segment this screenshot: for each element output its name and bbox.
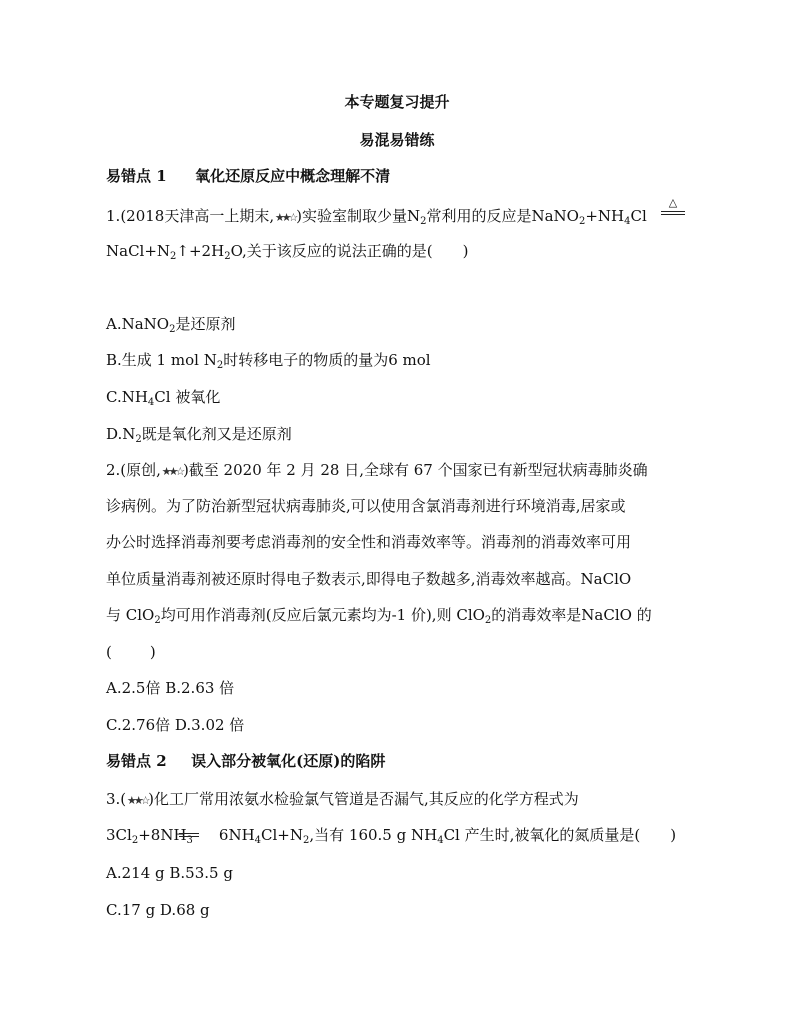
q3-sub: 4 xyxy=(437,835,444,846)
difficulty-star-icon: ★★☆ xyxy=(274,211,296,224)
section1-title: 氧化还原反应中概念理解不清 xyxy=(195,167,391,185)
q2-sub: 2 xyxy=(154,615,161,626)
option-sub: 2 xyxy=(216,360,224,371)
q1-sub: 2 xyxy=(420,216,427,227)
q2-text: 2.(原创, xyxy=(106,461,161,479)
q3-sub: 3 xyxy=(186,835,193,846)
option-sub: 4 xyxy=(147,397,155,408)
q3-sub: 4 xyxy=(254,835,262,846)
difficulty-star-icon: ★★☆ xyxy=(161,465,183,478)
q2-text: 的消毒效率是NaClO 的 xyxy=(491,606,652,624)
option-text: D.N xyxy=(106,425,136,443)
q3-line2 xyxy=(106,825,676,845)
q1-stem: 常利用的反应是NaNO xyxy=(426,207,579,225)
q1-sub: 2 xyxy=(170,251,177,262)
q1-stem: )实验室制取少量N xyxy=(296,207,421,225)
option-text: C.NH xyxy=(106,388,148,406)
q2-line2: 诊病例。为了防治新型冠状病毒肺炎,可以使用含氯消毒剂进行环境消毒,居家或 xyxy=(106,497,626,515)
q1-sub: 2 xyxy=(224,251,231,262)
equation-sign xyxy=(179,833,199,834)
q2-text: 均可用作消毒剂(反应后氯元素均为-1 价),则 ClO xyxy=(160,606,485,624)
q3-text: Cl 产生时,被氧化的氮质量是( xyxy=(443,826,641,844)
q1-stem: +NH xyxy=(585,207,625,225)
q3-text: +8NH xyxy=(138,826,187,844)
q1-option-d xyxy=(106,424,292,444)
option-text: Cl 被氧化 xyxy=(154,388,221,406)
q1-stem: Cl xyxy=(630,207,647,225)
q2-text: ( xyxy=(106,643,112,661)
option-sub: 2 xyxy=(135,434,142,445)
q2-text: )截至 2020 年 2 月 28 日,全球有 67 个国家已有新型冠状病毒肺炎确 xyxy=(182,461,648,479)
q2-line1 xyxy=(106,460,648,482)
option-text: A.NaNO xyxy=(106,315,170,333)
equation-sign xyxy=(661,211,685,212)
page-subtitle: 易混易错练 xyxy=(359,131,435,149)
section2-heading xyxy=(106,751,385,771)
section2-label: 易错点 2 xyxy=(106,752,167,770)
q3-text: 3Cl xyxy=(106,826,132,844)
q1-option-c xyxy=(106,387,220,407)
section2-title: 误入部分被氧化(还原)的陷阱 xyxy=(191,752,386,770)
q1-line1 xyxy=(106,206,647,228)
q2-line4: 单位质量消毒剂被还原时得电子数表示,即得电子数越多,消毒效率越高。NaClO xyxy=(106,570,632,588)
q3-options-row1: A.214 g B.53.5 g xyxy=(106,864,233,882)
q2-text: ) xyxy=(149,643,156,661)
option-text: 时转移电子的物质的量为6 mol xyxy=(223,351,431,369)
section1-label: 易错点 1 xyxy=(106,167,167,185)
q3-text: 6NH xyxy=(218,826,255,844)
heating-condition-icon: △ xyxy=(668,196,678,209)
option-text: B.生成 1 mol N xyxy=(106,351,217,369)
q2-line3: 办公时选择消毒剂要考虑消毒剂的安全性和消毒效率等。消毒剂的消毒效率可用 xyxy=(106,533,632,551)
q1-sub: 4 xyxy=(624,216,631,227)
q1-text: O,关于该反应的说法正确的是( xyxy=(230,242,433,260)
option-sub: 2 xyxy=(169,324,176,335)
q3-options-row2: C.17 g D.68 g xyxy=(106,901,210,919)
q3-sub: 2 xyxy=(303,835,310,846)
q2-options-row1: A.2.5倍 B.2.63 倍 xyxy=(106,679,235,697)
q1-source: (2018天津高一上期末, xyxy=(120,207,275,225)
q2-text: 与 ClO xyxy=(106,606,155,624)
q1-option-b xyxy=(106,350,431,370)
equation-sign xyxy=(179,836,199,837)
q3-text: )化工厂常用浓氨水检验氯气管道是否漏气,其反应的化学方程式为 xyxy=(148,790,579,808)
option-text: 是还原剂 xyxy=(175,315,236,333)
section1-heading xyxy=(106,166,390,186)
q3-text: ,当有 160.5 g NH xyxy=(309,826,438,844)
q1-line2 xyxy=(106,241,468,261)
equation-sign xyxy=(661,214,685,215)
q3-text: 3.( xyxy=(106,790,127,808)
q1-number: 1. xyxy=(106,207,121,225)
q1-text: ↑+2H xyxy=(176,242,225,260)
difficulty-star-icon: ★★☆ xyxy=(126,794,148,807)
q1-text: ) xyxy=(462,242,469,260)
q3-text: ) xyxy=(670,826,677,844)
q2-sub: 2 xyxy=(484,615,492,626)
option-text: 既是氧化剂又是还原剂 xyxy=(141,425,292,443)
q3-line1 xyxy=(106,789,579,811)
q3-sub: 2 xyxy=(131,835,139,846)
q1-sub: 2 xyxy=(578,216,586,227)
q2-line5 xyxy=(106,605,652,625)
q3-text: Cl+N xyxy=(261,826,303,844)
q2-options-row2: C.2.76倍 D.3.02 倍 xyxy=(106,716,245,734)
q1-option-a xyxy=(106,314,235,334)
q2-answer-paren xyxy=(106,642,156,662)
q1-text: NaCl+N xyxy=(106,242,171,260)
page-title: 本专题复习提升 xyxy=(344,93,450,111)
